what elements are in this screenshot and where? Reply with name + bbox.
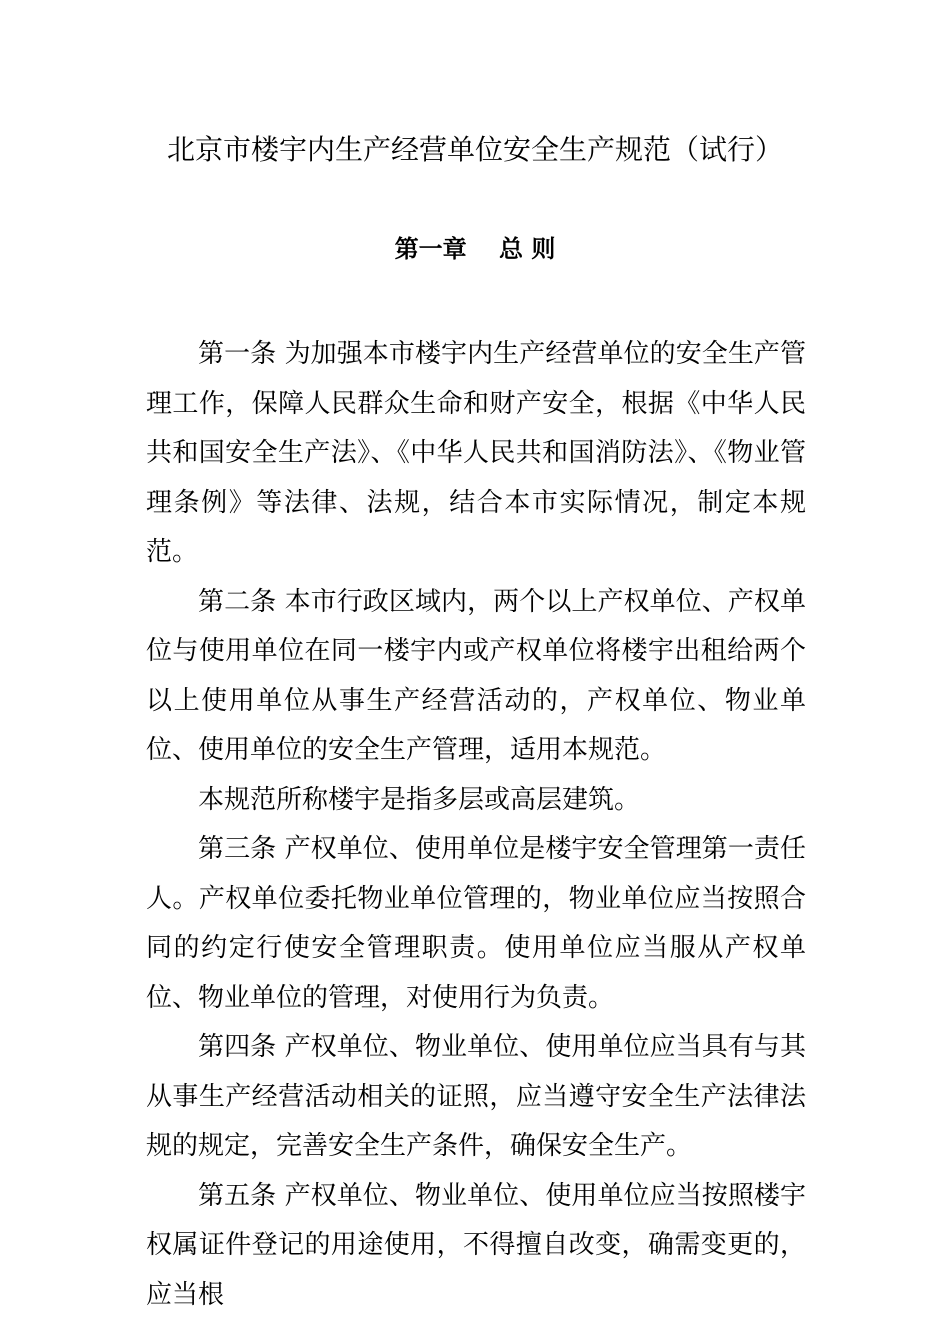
article-2-paragraph: 第二条 本市行政区域内，两个以上产权单位、产权单位与使用单位在同一楼宇内或产权单位将楼宇出租给两个以上使用单位从事生产经营活动的，产权单位、物业单位、使用单位的安全生产管理，适用本规范。 bbox=[146, 586, 806, 765]
article-1-paragraph: 第一条 为加强本市楼宇内生产经营单位的安全生产管理工作，保障人民群众生命和财产安全，根据《中华人民共和国安全生产法》、《中华人民共和国消防法》、《物业管理条例》等法律、法规，结合本市实际情况，制定本规范。 bbox=[146, 339, 806, 567]
chapter-title: 第一章 总 则 bbox=[394, 235, 556, 263]
article-3-paragraph: 第三条 产权单位、使用单位是楼宇安全管理第一责任人。产权单位委托物业单位管理的，物业单位应当按照合同的约定行使安全管理职责。使用单位应当服从产权单位、物业单位的管理，对使用行为负责。 bbox=[146, 834, 806, 1013]
document-body bbox=[146, 330, 806, 1320]
article-4-paragraph: 第四条 产权单位、物业单位、使用单位应当具有与其从事生产经营活动相关的证照，应当遵守安全生产法律法规的规定，完善安全生产条件，确保安全生产。 bbox=[146, 1032, 806, 1161]
building-definition-paragraph: 本规范所称楼宇是指多层或高层建筑。 bbox=[198, 784, 641, 815]
article-5-paragraph: 第五条 产权单位、物业单位、使用单位应当按照楼宇权属证件登记的用途使用，不得擅自改变，确需变更的，应当根 bbox=[146, 1180, 806, 1310]
document-title: 北京市楼宇内生产经营单位安全生产规范（试行） bbox=[166, 133, 783, 166]
